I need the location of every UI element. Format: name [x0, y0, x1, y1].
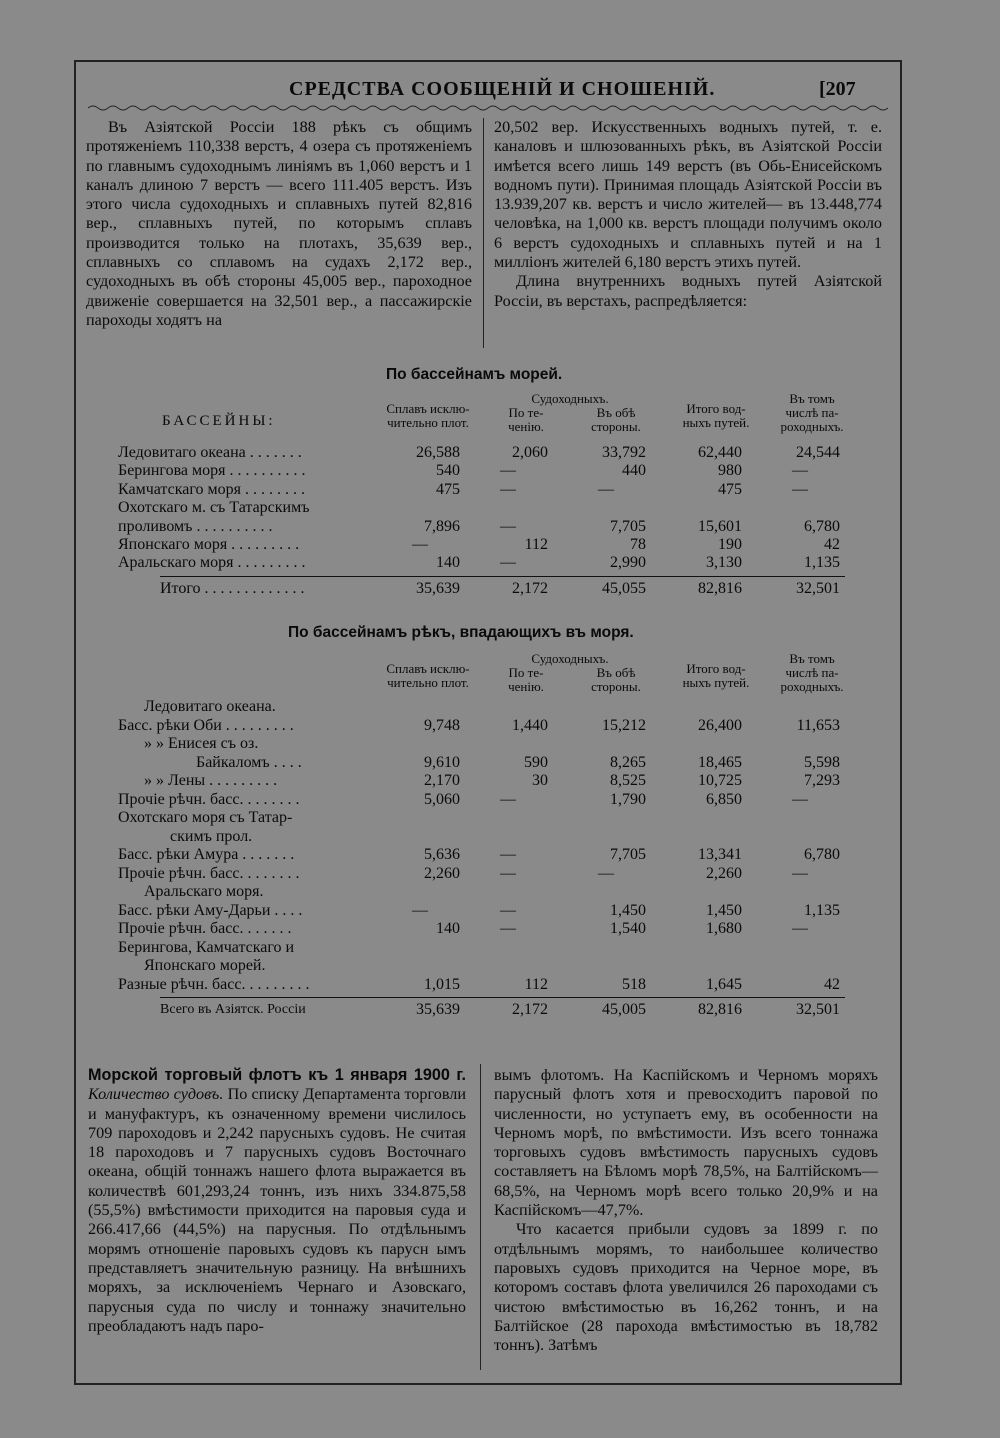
cell-itogo: 18,465 — [698, 753, 742, 771]
cell-itogo: 3,130 — [706, 554, 742, 572]
row-label: Охотскаго м. съ Татарскимъ — [118, 499, 310, 517]
cell-itogo: 10,725 — [698, 772, 742, 789]
cell-obe: 8,265 — [610, 753, 646, 771]
row-label: Басс. рѣки Оби . . . . . . . . . — [118, 716, 294, 734]
total-par: 32,501 — [796, 1001, 840, 1018]
row-label: Байкаломъ . . . . — [196, 753, 302, 771]
cell-splav: 5,060 — [424, 790, 460, 808]
row-label: Берингова моря . . . . . . . . . . — [118, 462, 306, 480]
cell-tech: — — [500, 517, 516, 535]
total-obe: 45,005 — [602, 1001, 646, 1018]
row-label: Басс. рѣки Аму-Дарьи . . . . — [118, 901, 303, 919]
cell-itogo: 475 — [718, 480, 742, 498]
total-splav: 35,639 — [416, 1001, 460, 1018]
cell-tech: — — [500, 790, 516, 808]
cell-tech: — — [500, 554, 516, 572]
total-tech: 2,172 — [512, 579, 548, 597]
cell-par: 5,598 — [804, 753, 840, 771]
table-row-header: БАССЕЙНЫ: — [162, 413, 276, 429]
cell-par: 11,653 — [796, 716, 840, 734]
col-header-parohod: Въ томъ числѣ па- роходныхъ. — [780, 391, 844, 434]
row-label: Берингова, Камчатскаго и — [118, 938, 295, 956]
cell-tech: 30 — [532, 772, 548, 789]
cell-splav: 2,170 — [424, 772, 460, 789]
cell-par: — — [792, 790, 808, 808]
cell-obe: 78 — [630, 536, 646, 553]
table-total-rule — [160, 576, 845, 577]
cell-tech: 590 — [524, 753, 548, 771]
col-header-sudohod: Судоходныхъ. — [531, 651, 609, 666]
cell-obe: 1,790 — [610, 790, 646, 808]
cell-obe: 518 — [622, 975, 646, 993]
fleet-subheading: Количество судовъ. — [88, 1085, 224, 1104]
intro-left-column — [86, 118, 472, 330]
cell-tech: — — [500, 462, 516, 480]
cell-obe: 15,212 — [602, 716, 646, 734]
cell-obe: 7,705 — [610, 517, 646, 535]
total-label: Всего въ Азіятск. Россіи — [160, 1002, 306, 1017]
total-splav: 35,639 — [416, 579, 460, 597]
cell-obe: 2,990 — [610, 554, 646, 572]
row-label: Аральскаго моря . . . . . . . . . — [118, 554, 306, 572]
cell-splav: 5,636 — [424, 846, 460, 863]
row-label: Японскаго морей. — [144, 957, 266, 974]
cell-par: — — [792, 864, 808, 882]
row-label: » » Енисея съ оз. — [144, 735, 259, 752]
cell-obe: 7,705 — [610, 846, 646, 863]
cell-splav: — — [412, 536, 428, 553]
cell-tech: — — [500, 846, 516, 863]
cell-obe: 8,525 — [610, 772, 646, 789]
table-total-rule — [160, 997, 845, 998]
cell-itogo: 190 — [718, 536, 742, 553]
row-label: Прочіе рѣчн. басс. . . . . . . . — [118, 864, 300, 882]
cell-itogo: 980 — [718, 462, 742, 480]
row-label: Ледовитаго океана. — [144, 698, 276, 715]
row-label: проливомъ . . . . . . . . . . — [118, 517, 273, 535]
cell-splav: 540 — [436, 462, 460, 480]
cell-itogo: 62,440 — [698, 444, 742, 461]
fleet-left-paragraph — [88, 1066, 466, 1336]
cell-obe: 1,450 — [610, 901, 646, 919]
total-tech: 2,172 — [512, 1001, 548, 1018]
cell-splav: 475 — [436, 480, 460, 498]
row-label: » » Лены . . . . . . . . . — [144, 772, 278, 789]
col-header-techeniyu: По те- ченію. — [508, 405, 544, 434]
row-label: Басс. рѣки Амура . . . . . . . — [118, 846, 295, 863]
col-header-parohod: Въ томъ числѣ па- роходныхъ. — [780, 651, 844, 694]
fleet-right-column — [494, 1066, 878, 1355]
cell-par: 42 — [824, 536, 840, 553]
total-itogo: 82,816 — [698, 579, 742, 597]
cell-splav: 140 — [436, 920, 460, 937]
cell-itogo: 2,260 — [706, 864, 742, 882]
row-label: Прочіе рѣчн. басс. . . . . . . . — [118, 790, 300, 808]
row-label: Прочіе рѣчн. басс. . . . . . . — [118, 920, 292, 937]
fleet-left-text: По списку Департамента торговли и мануфактуръ, къ означенному времени числилось 709 пароходовъ и 2,242 парусныхъ судовъ. Не считая 18 пароходовъ и 7 парусныхъ судовъ Восточнаго океана, общій тоннажъ нашего флота выражается въ количествѣ 601,293,24 тоннъ, изъ нихъ 334.875,58 (55,5%) вмѣстимости приходится на паровыя суда и 266.417,66 (44,5%) на парусныя. По отдѣльнымъ морямъ отношеніе паровыхъ судовъ къ парусн ымъ представляетъ значительную разницу. На внѣшнихъ моряхъ, за исключеніемъ Чернаго и Азовскаго, парусныя суда по числу и тоннажу значительно преобладаютъ надъ паро- — [88, 1085, 466, 1335]
row-label: Ледовитаго океана . . . . . . . — [118, 444, 302, 461]
intro-right-column — [494, 118, 882, 311]
total-itogo: 82,816 — [698, 1001, 742, 1018]
cell-itogo: 26,400 — [698, 716, 742, 734]
fleet-section-lead: Морской торговый флотъ къ 1 января 1900 г. — [88, 1066, 466, 1084]
cell-tech: — — [500, 480, 516, 498]
table2-title: По бассейнамъ рѣкъ, впадающихъ въ моря. — [288, 624, 634, 641]
col-header-splav: Сплавъ исклю- чительно плот. — [386, 661, 470, 690]
page-number: [207 — [819, 78, 856, 100]
cell-obe: 1,540 — [610, 920, 646, 937]
col-header-itogo: Итого вод- ныхъ путей. — [682, 401, 750, 430]
cell-par: 6,780 — [804, 517, 840, 535]
cell-splav: 1,015 — [424, 975, 460, 993]
cell-splav: 26,588 — [416, 444, 460, 461]
col-header-splav: Сплавъ исклю- чительно плот. — [386, 401, 470, 430]
cell-tech: — — [500, 901, 516, 919]
col-header-sudohod: Судоходныхъ. — [531, 391, 609, 406]
cell-par: 1,135 — [804, 901, 840, 919]
row-label: Охотскаго моря съ Татар- — [118, 809, 293, 826]
row-label: Аральскаго моря. — [144, 883, 264, 900]
fleet-right-paragraph: вымъ флотомъ. На Каспійскомъ и Черномъ моряхъ парусный флотъ хотя и превосходитъ паровой по численности, но уступаетъ ему, въ особенности на Черномъ морѣ, по вмѣстимости. Изъ всего тоннажа торговыхъ судовъ вмѣстимость парусныхъ судовъ составляетъ на Бѣломъ морѣ 78,5%, на Балтійскомъ—68,5%, на Черномъ морѣ всего только 20,9% и на Каспійскомъ—47,7%. — [494, 1066, 878, 1220]
cell-tech: 112 — [524, 536, 548, 553]
cell-itogo: 1,680 — [706, 920, 742, 937]
cell-splav: — — [412, 901, 428, 919]
row-label: Камчатскаго моря . . . . . . . . — [118, 480, 305, 498]
cell-tech: 1,440 — [512, 716, 548, 734]
row-label: Разные рѣчн. басс. . . . . . . . . — [118, 975, 310, 993]
cell-par: — — [792, 920, 808, 937]
cell-itogo: 15,601 — [698, 517, 742, 535]
intro-right-paragraph-2: Длина внутреннихъ водныхъ путей Азіятской Россіи, въ верстахъ, распредѣляется: — [494, 272, 882, 310]
cell-par: — — [792, 462, 808, 480]
cell-tech: — — [500, 864, 516, 882]
col-header-obe: Въ обѣ стороны. — [591, 665, 641, 694]
cell-par: 1,135 — [804, 554, 840, 572]
cell-par: 42 — [824, 975, 840, 993]
col-header-obe: Въ обѣ стороны. — [591, 405, 641, 434]
cell-splav: 140 — [436, 554, 460, 572]
intro-right-paragraph: 20,502 вер. Искусственныхъ водныхъ путей, т. е. каналовъ и шлюзованныхъ рѣкъ, въ Азіятской Россіи имѣется всего лишь 149 верстъ (въ Обь-Енисейскомъ водномъ пути). Принимая площадь Азіятской Россіи въ 13.939,207 кв. верстъ и число жителей— въ 13.448,774 человѣка, на 1,000 кв. верстъ площади получимъ около 6 верстъ судоходныхъ и сплавныхъ путей и на 1 милліонъ жителей 6,180 верстъ этихъ путей. — [494, 118, 882, 272]
cell-splav: 9,610 — [424, 753, 460, 771]
header-wavy-rule — [88, 104, 888, 112]
intro-left-paragraph: Въ Азіятской Россіи 188 рѣкъ съ общимъ протяженіемъ 110,338 верстъ, 4 озера съ протяженіемъ по главнымъ судоходнымъ линіямъ въ 1,060 верстъ и 1 каналъ длиною 7 верстъ — всего 111.405 верстъ. Изъ этого числа судоходныхъ и сплавныхъ путей 82,816 вер., сплавныхъ путей, по которымъ сплавъ производится только на плотахъ, 35,639 вер., сплавныхъ со сплавомъ на судахъ 2,172 вер., судоходныхъ въ обѣ стороны 45,005 вер., пароходное движеніе совершается на 32,501 вер., а пассажирскіе пароходы ходятъ на — [86, 118, 472, 329]
cell-tech: 2,060 — [512, 444, 548, 461]
total-par: 32,501 — [796, 579, 840, 597]
table1-title: По бассейнамъ морей. — [386, 366, 563, 383]
cell-itogo: 1,645 — [706, 975, 742, 993]
cell-splav: 7,896 — [424, 517, 460, 535]
cell-splav: 2,260 — [424, 864, 460, 882]
page-title: СРЕДСТВА СООБЩЕНІЙ И СНОШЕНІЙ. — [289, 78, 716, 100]
cell-itogo: 6,850 — [706, 790, 742, 808]
col-header-itogo: Итого вод- ныхъ путей. — [682, 661, 750, 690]
cell-obe: 33,792 — [602, 444, 646, 461]
total-label: Итого . . . . . . . . . . . . . — [160, 579, 305, 597]
cell-par: 6,780 — [804, 846, 840, 863]
row-label: скимъ прол. — [170, 827, 253, 845]
cell-par: — — [792, 480, 808, 498]
fleet-right-paragraph-2: Что касается прибыли судовъ за 1899 г. по отдѣльнымъ морямъ, то наибольшее количество паровыхъ судовъ приходится на Черное море, въ которомъ составъ флота увеличился 26 пароходами съ чистою вмѣстимостью въ 16,262 тоннъ, и на Балтійское (28 парохода вмѣстимостью въ 18,782 тоннъ). Затѣмъ — [494, 1220, 878, 1355]
column-divider-2 — [480, 1064, 481, 1370]
cell-splav: 9,748 — [424, 716, 460, 734]
total-obe: 45,055 — [602, 579, 646, 597]
col-header-techeniyu: По те- ченію. — [508, 665, 544, 694]
column-divider — [483, 118, 484, 348]
cell-itogo: 13,341 — [698, 846, 742, 863]
row-label: Японскаго моря . . . . . . . . . — [118, 536, 300, 553]
cell-tech: — — [500, 920, 516, 937]
cell-itogo: 1,450 — [706, 901, 742, 919]
page-header — [74, 76, 902, 106]
cell-par: 24,544 — [796, 444, 840, 461]
cell-obe: — — [598, 864, 614, 882]
cell-tech: 112 — [524, 975, 548, 993]
cell-obe: — — [598, 480, 614, 498]
fleet-left-column — [88, 1066, 466, 1336]
cell-obe: 440 — [622, 462, 646, 480]
cell-par: 7,293 — [804, 772, 840, 789]
